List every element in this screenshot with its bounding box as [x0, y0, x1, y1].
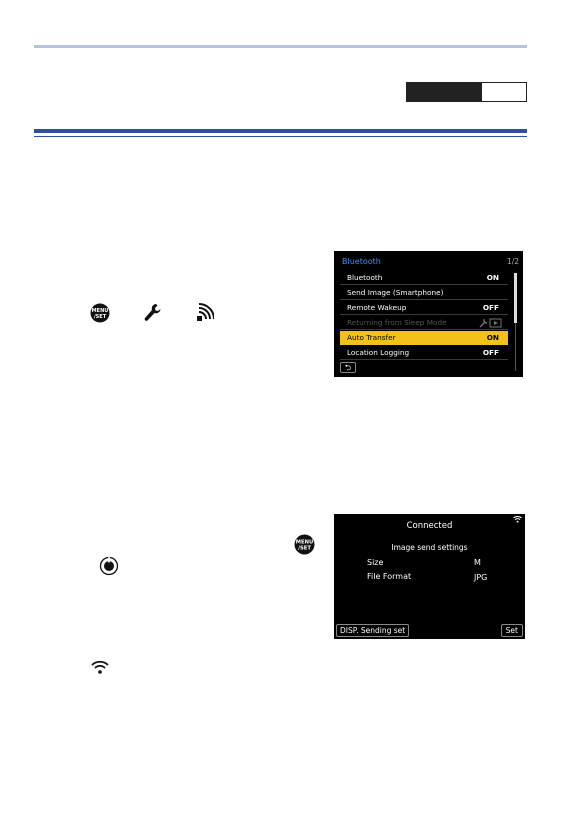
menu-row-remote-wakeup[interactable] — [340, 301, 508, 315]
connection-status: Connected — [406, 521, 453, 531]
wifi-icon — [91, 659, 109, 675]
size-value: M — [474, 558, 481, 567]
section-rule-thin — [34, 136, 527, 137]
scrollbar-thumb[interactable] — [514, 273, 517, 323]
set-button[interactable]: Set — [501, 624, 523, 637]
menu-row-label: Bluetooth — [347, 273, 383, 282]
svg-text:/SET: /SET — [298, 545, 311, 552]
bluetooth-menu-screenshot — [334, 251, 523, 377]
disp-sending-set-button[interactable]: DISP. Sending set — [336, 624, 409, 637]
menu-set-icon — [294, 534, 315, 555]
section-badge — [406, 82, 527, 102]
menu-row-auto-transfer[interactable] — [340, 331, 508, 345]
menu-row-label: Auto Transfer — [347, 333, 396, 342]
wrench-icon — [143, 303, 161, 323]
svg-text:/SET: /SET — [93, 314, 107, 320]
section-rule — [34, 129, 527, 133]
header-rule — [34, 45, 527, 48]
menu-row-label: Remote Wakeup — [347, 303, 407, 312]
menu-title: Bluetooth — [342, 257, 381, 266]
menu-row-label: Returning from Sleep Mode — [347, 318, 447, 327]
bluetooth-signal-icon — [196, 303, 214, 323]
connected-screen-screenshot — [334, 514, 525, 639]
menu-row-location-logging[interactable] — [340, 346, 508, 360]
wrench-play-icon — [478, 318, 502, 328]
badge-light-part — [482, 83, 526, 101]
size-label: Size — [367, 558, 384, 567]
badge-dark-part — [407, 83, 482, 101]
menu-row-label: Location Logging — [347, 348, 410, 357]
file-format-label: File Format — [367, 572, 412, 581]
menu-row-send-image[interactable] — [340, 286, 508, 300]
menu-row-label: Send Image (Smartphone) — [347, 288, 444, 297]
menu-page-number: 1/2 — [506, 257, 519, 266]
send-settings-heading: Image send settings — [391, 543, 468, 552]
menu-row-value: OFF — [482, 303, 499, 312]
menu-row-value: OFF — [482, 348, 499, 357]
back-icon[interactable]: ⮌ — [340, 362, 356, 373]
menu-row-value: ON — [486, 273, 499, 282]
scrollbar-track[interactable] — [515, 323, 516, 371]
dial-icon — [99, 556, 119, 576]
svg-text:MENU: MENU — [91, 308, 109, 314]
menu-row-bluetooth[interactable] — [340, 271, 508, 285]
menu-set-icon — [90, 303, 110, 323]
menu-row-value: ON — [486, 333, 499, 342]
menu-row-returning-from-sleep — [340, 316, 508, 330]
svg-text:MENU: MENU — [295, 539, 314, 546]
file-format-value: JPG — [474, 573, 488, 582]
